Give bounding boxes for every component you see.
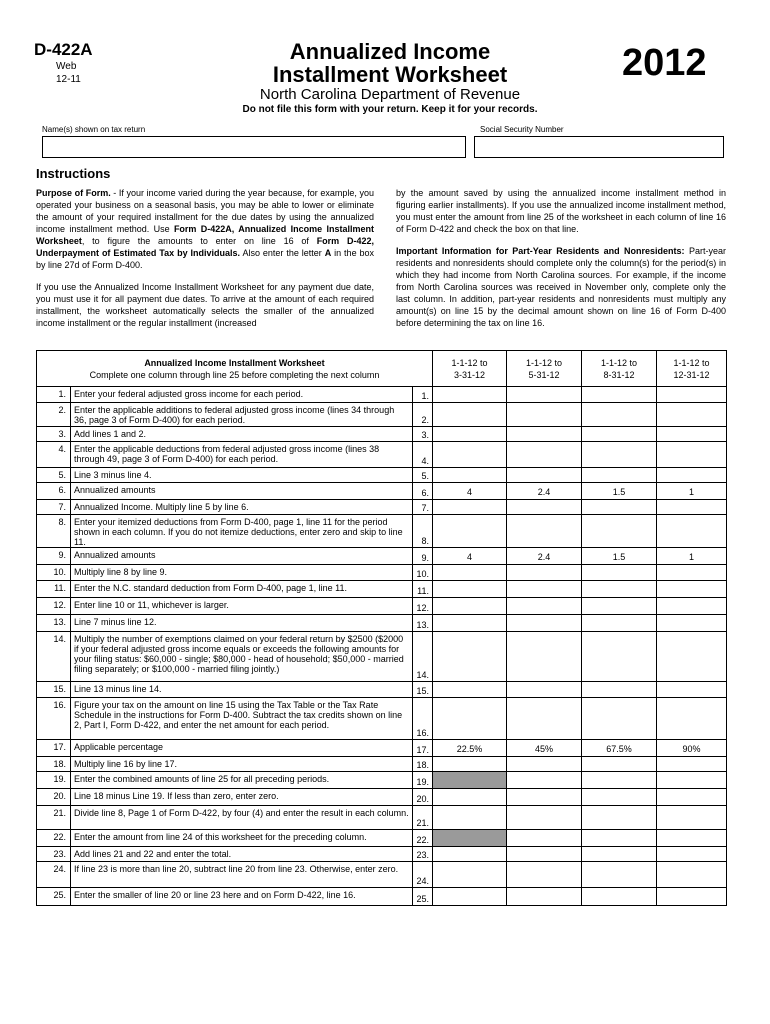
amount-cell[interactable]: 22.5% xyxy=(433,740,507,757)
worksheet-row-1 xyxy=(37,387,727,403)
amount-cell[interactable] xyxy=(433,862,507,888)
line-ref: 1. xyxy=(413,387,433,403)
amount-cell[interactable] xyxy=(433,468,507,483)
worksheet-row-18 xyxy=(37,757,727,772)
amount-cell[interactable] xyxy=(507,403,582,427)
worksheet-row-7 xyxy=(37,500,727,515)
line-ref: 13. xyxy=(413,615,433,632)
amount-cell[interactable] xyxy=(657,847,727,862)
amount-cell[interactable] xyxy=(433,387,507,403)
form-web-label: Web xyxy=(56,61,77,72)
line-number: 18. xyxy=(37,757,71,772)
line-number: 2. xyxy=(37,403,71,427)
amount-cell[interactable] xyxy=(507,847,582,862)
amount-cell[interactable] xyxy=(507,772,582,789)
amount-cell[interactable] xyxy=(433,515,507,548)
amount-cell[interactable] xyxy=(657,598,727,615)
amount-cell[interactable] xyxy=(507,682,582,698)
amount-cell[interactable] xyxy=(507,830,582,847)
amount-cell[interactable] xyxy=(582,468,657,483)
amount-cell[interactable] xyxy=(507,888,582,906)
amount-cell[interactable] xyxy=(657,888,727,906)
amount-cell[interactable] xyxy=(507,468,582,483)
amount-cell[interactable]: 4 xyxy=(433,483,507,500)
instructions-left-column xyxy=(36,187,374,339)
amount-cell[interactable] xyxy=(433,500,507,515)
line-description: Multiply line 16 by line 17. xyxy=(71,757,413,772)
amount-cell[interactable] xyxy=(433,847,507,862)
line-ref: 8. xyxy=(413,515,433,548)
worksheet-row-25 xyxy=(37,888,727,906)
line-number: 16. xyxy=(37,698,71,740)
shaded-cell xyxy=(433,772,507,789)
amount-cell[interactable] xyxy=(657,862,727,888)
worksheet-row-20 xyxy=(37,789,727,806)
amount-cell[interactable] xyxy=(582,698,657,740)
column-header-q4: 1-1-12 to 12-31-12 xyxy=(657,351,727,387)
amount-cell[interactable] xyxy=(582,862,657,888)
line-description: Line 7 minus line 12. xyxy=(71,615,413,632)
column-header-q2: 1-1-12 to 5-31-12 xyxy=(507,351,582,387)
amount-cell[interactable]: 1.5 xyxy=(582,548,657,565)
line-description: Multiply line 8 by line 9. xyxy=(71,565,413,581)
amount-cell[interactable] xyxy=(433,806,507,830)
line-description: Multiply the number of exemptions claimed on your federal return by $2500 ($2000 if your federal adjusted gross income equals or exceeds the following amounts for your filing status: $60,000 - single; $80,000 - head of household; $50,000 - married filing separately; or $100,000 - married filing jointly.) xyxy=(71,632,413,682)
worksheet-subtitle: Complete one column through line 25 before completing the next column xyxy=(89,369,380,380)
form-code: D-422A xyxy=(34,40,93,59)
names-label: Name(s) shown on tax return xyxy=(42,125,146,134)
line-ref: 6. xyxy=(413,483,433,500)
amount-cell[interactable] xyxy=(582,830,657,847)
line-ref: 12. xyxy=(413,598,433,615)
line-number: 8. xyxy=(37,515,71,548)
amount-cell[interactable] xyxy=(433,757,507,772)
line-ref: 21. xyxy=(413,806,433,830)
amount-cell[interactable] xyxy=(507,632,582,682)
line-description: Figure your tax on the amount on line 15 using the Tax Table or the Tax Rate Schedule in the instructions for Form D-400. Subtract the tax credits shown on line 2, Part I, Form D-422, and enter the net amount for each period. xyxy=(71,698,413,740)
line-description: Enter your federal adjusted gross income for each period. xyxy=(71,387,413,403)
amount-cell[interactable] xyxy=(582,427,657,442)
amount-cell[interactable]: 4 xyxy=(433,548,507,565)
line-description: Enter the amount from line 24 of this worksheet for the preceding column. xyxy=(71,830,413,847)
amount-cell[interactable] xyxy=(507,442,582,468)
line-ref: 17. xyxy=(413,740,433,757)
amount-cell[interactable] xyxy=(582,442,657,468)
worksheet-row-22 xyxy=(37,830,727,847)
amount-cell[interactable] xyxy=(582,581,657,598)
worksheet-row-4 xyxy=(37,442,727,468)
amount-cell[interactable]: 90% xyxy=(657,740,727,757)
line-number: 7. xyxy=(37,500,71,515)
line-ref: 15. xyxy=(413,682,433,698)
line-description: Annualized Income. Multiply line 5 by line 6. xyxy=(71,500,413,515)
line-number: 5. xyxy=(37,468,71,483)
line-description: Enter line 10 or 11, whichever is larger. xyxy=(71,598,413,615)
line-number: 9. xyxy=(37,548,71,565)
line-number: 17. xyxy=(37,740,71,757)
amount-cell[interactable] xyxy=(433,581,507,598)
payment-paragraph: If you use the Annualized Income Installment Worksheet for any payment due date, you must use it for all payment due dates. To arrive at the amount of each required installment, the worksheet automatically selects the smaller of the annualized income installment or the regular installment (increased xyxy=(36,282,374,328)
amount-cell[interactable] xyxy=(433,632,507,682)
amount-cell[interactable] xyxy=(507,615,582,632)
line-ref: 10. xyxy=(413,565,433,581)
worksheet-row-23 xyxy=(37,847,727,862)
line-number: 22. xyxy=(37,830,71,847)
line-description: Line 18 minus Line 19. If less than zero, enter zero. xyxy=(71,789,413,806)
ssn-label: Social Security Number xyxy=(480,125,564,134)
worksheet-row-2 xyxy=(37,403,727,427)
instructions-heading: Instructions xyxy=(36,166,111,181)
amount-cell[interactable] xyxy=(433,565,507,581)
amount-cell[interactable] xyxy=(507,598,582,615)
line-ref: 5. xyxy=(413,468,433,483)
amount-cell[interactable]: 1 xyxy=(657,483,727,500)
amount-cell[interactable] xyxy=(657,830,727,847)
amount-cell[interactable] xyxy=(657,565,727,581)
worksheet-title: Annualized Income Installment Worksheet xyxy=(144,357,325,368)
instructions-right-column xyxy=(396,187,726,339)
line-ref: 25. xyxy=(413,888,433,906)
amount-cell[interactable] xyxy=(657,468,727,483)
amount-cell[interactable]: 1.5 xyxy=(582,483,657,500)
line-ref: 9. xyxy=(413,548,433,565)
amount-cell[interactable] xyxy=(507,862,582,888)
amount-cell[interactable] xyxy=(433,789,507,806)
amount-cell[interactable]: 67.5% xyxy=(582,740,657,757)
amount-cell[interactable] xyxy=(433,598,507,615)
amount-cell[interactable] xyxy=(507,565,582,581)
amount-cell[interactable] xyxy=(507,806,582,830)
title-line-2: Installment Worksheet xyxy=(272,62,508,87)
line-description: Enter your itemized deductions from Form D-400, page 1, line 11 for the period shown in each column. If you do not itemize deductions, enter zero and skip to line 11. xyxy=(71,515,413,548)
worksheet-row-5 xyxy=(37,468,727,483)
amount-cell[interactable] xyxy=(582,615,657,632)
line-ref: 20. xyxy=(413,789,433,806)
line-ref: 22. xyxy=(413,830,433,847)
shaded-cell xyxy=(433,830,507,847)
line-number: 3. xyxy=(37,427,71,442)
amount-cell[interactable] xyxy=(582,598,657,615)
part-year-paragraph: Important Information for Part-Year Residents and Nonresidents: Part-year residents and nonresidents should complete only the column(s) for the period(s) in which they had income from North Carolina sources. For example, if the income from North Carolina sources was received in November only, complete only the last column. In addition, part-year residents and nonresidents must multiply any amount(s) on line 15 by the decimal amount shown on line 16 of Form D-400 before determining the tax on line 16. xyxy=(396,246,726,328)
line-number: 14. xyxy=(37,632,71,682)
amount-cell[interactable] xyxy=(433,615,507,632)
ssn-input[interactable] xyxy=(475,137,727,159)
line-number: 6. xyxy=(37,483,71,500)
line-number: 11. xyxy=(37,581,71,598)
worksheet-row-9 xyxy=(37,548,727,565)
line-description: Add lines 1 and 2. xyxy=(71,427,413,442)
worksheet-row-15 xyxy=(37,682,727,698)
worksheet-row-10 xyxy=(37,565,727,581)
page-title xyxy=(180,40,600,86)
amount-cell[interactable] xyxy=(657,772,727,789)
title-line-1: Annualized Income xyxy=(289,39,491,64)
filing-note: Do not file this form with your return. Keep it for your records. xyxy=(242,104,538,115)
line-description: Annualized amounts xyxy=(71,548,413,565)
line-ref: 7. xyxy=(413,500,433,515)
amount-cell[interactable] xyxy=(657,682,727,698)
line-ref: 3. xyxy=(413,427,433,442)
line-number: 24. xyxy=(37,862,71,888)
line-number: 23. xyxy=(37,847,71,862)
worksheet-header-row xyxy=(37,351,727,387)
line-ref: 11. xyxy=(413,581,433,598)
line-number: 13. xyxy=(37,615,71,632)
amount-cell[interactable] xyxy=(582,757,657,772)
amount-cell[interactable] xyxy=(433,888,507,906)
line-number: 20. xyxy=(37,789,71,806)
amount-cell[interactable] xyxy=(657,632,727,682)
amount-cell[interactable] xyxy=(657,403,727,427)
amount-cell[interactable] xyxy=(507,698,582,740)
amount-cell[interactable] xyxy=(582,888,657,906)
amount-cell[interactable] xyxy=(657,581,727,598)
amount-cell[interactable] xyxy=(657,515,727,548)
department-name: North Carolina Department of Revenue xyxy=(259,86,521,103)
amount-cell[interactable] xyxy=(507,387,582,403)
line-description: Enter the N.C. standard deduction from Form D-400, page 1, line 11. xyxy=(71,581,413,598)
amount-cell[interactable] xyxy=(657,789,727,806)
worksheet-table xyxy=(36,350,727,906)
form-revision: 12-11 xyxy=(56,74,81,85)
amount-cell[interactable] xyxy=(582,682,657,698)
amount-cell[interactable] xyxy=(507,427,582,442)
worksheet-row-19 xyxy=(37,772,727,789)
line-number: 25. xyxy=(37,888,71,906)
worksheet-row-3 xyxy=(37,427,727,442)
amount-cell[interactable] xyxy=(657,500,727,515)
line-number: 15. xyxy=(37,682,71,698)
column-header-q1: 1-1-12 to 3-31-12 xyxy=(433,351,507,387)
amount-cell[interactable]: 45% xyxy=(507,740,582,757)
line-description: Line 13 minus line 14. xyxy=(71,682,413,698)
amount-cell[interactable] xyxy=(657,442,727,468)
amount-cell[interactable] xyxy=(507,515,582,548)
continued-paragraph: by the amount saved by using the annualized income installment method in figuring earlier installments). If you use the annualized income installment method, you must enter the amount from line 25 of the worksheet in each column of line 16 of Form D-422 and check the box on that line. xyxy=(396,188,726,234)
worksheet-row-8 xyxy=(37,515,727,548)
amount-cell[interactable] xyxy=(582,387,657,403)
amount-cell[interactable] xyxy=(582,806,657,830)
amount-cell[interactable] xyxy=(582,500,657,515)
amount-cell[interactable] xyxy=(507,789,582,806)
amount-cell[interactable] xyxy=(657,698,727,740)
amount-cell[interactable] xyxy=(433,442,507,468)
line-ref: 19. xyxy=(413,772,433,789)
amount-cell[interactable]: 2.4 xyxy=(507,483,582,500)
names-input[interactable] xyxy=(43,137,469,159)
line-number: 10. xyxy=(37,565,71,581)
amount-cell[interactable] xyxy=(433,403,507,427)
tax-year: 2012 xyxy=(622,42,707,84)
worksheet-row-11 xyxy=(37,581,727,598)
line-description: Divide line 8, Page 1 of Form D-422, by four (4) and enter the result in each column. xyxy=(71,806,413,830)
line-ref: 2. xyxy=(413,403,433,427)
worksheet-row-17 xyxy=(37,740,727,757)
column-header-q3: 1-1-12 to 8-31-12 xyxy=(582,351,657,387)
line-description: Enter the applicable additions to federal adjusted gross income (lines 34 through 36, page 3 of Form D-400) for each period. xyxy=(71,403,413,427)
amount-cell[interactable]: 2.4 xyxy=(507,548,582,565)
line-number: 4. xyxy=(37,442,71,468)
amount-cell[interactable] xyxy=(433,682,507,698)
worksheet-row-13 xyxy=(37,615,727,632)
line-description: Applicable percentage xyxy=(71,740,413,757)
line-description: Line 3 minus line 4. xyxy=(71,468,413,483)
amount-cell[interactable] xyxy=(582,515,657,548)
amount-cell[interactable] xyxy=(657,806,727,830)
amount-cell[interactable] xyxy=(582,847,657,862)
amount-cell[interactable] xyxy=(582,772,657,789)
amount-cell[interactable] xyxy=(582,789,657,806)
worksheet-row-6 xyxy=(37,483,727,500)
line-ref: 16. xyxy=(413,698,433,740)
line-ref: 4. xyxy=(413,442,433,468)
amount-cell[interactable] xyxy=(582,565,657,581)
line-description: If line 23 is more than line 20, subtract line 20 from line 23. Otherwise, enter zero. xyxy=(71,862,413,888)
worksheet-row-14 xyxy=(37,632,727,682)
amount-cell[interactable] xyxy=(507,581,582,598)
amount-cell[interactable] xyxy=(582,403,657,427)
amount-cell[interactable] xyxy=(582,632,657,682)
amount-cell[interactable] xyxy=(507,500,582,515)
line-number: 12. xyxy=(37,598,71,615)
amount-cell[interactable] xyxy=(657,427,727,442)
line-description: Add lines 21 and 22 and enter the total. xyxy=(71,847,413,862)
worksheet-row-12 xyxy=(37,598,727,615)
line-description: Enter the applicable deductions from federal adjusted gross income (lines 38 through 49, page 3 of Form D-400) for each period. xyxy=(71,442,413,468)
worksheet-row-24 xyxy=(37,862,727,888)
worksheet-row-16 xyxy=(37,698,727,740)
line-number: 21. xyxy=(37,806,71,830)
line-ref: 24. xyxy=(413,862,433,888)
amount-cell[interactable] xyxy=(433,698,507,740)
amount-cell[interactable] xyxy=(657,615,727,632)
amount-cell[interactable] xyxy=(657,387,727,403)
amount-cell[interactable] xyxy=(507,757,582,772)
line-ref: 14. xyxy=(413,632,433,682)
line-description: Annualized amounts xyxy=(71,483,413,500)
worksheet-row-21 xyxy=(37,806,727,830)
line-number: 1. xyxy=(37,387,71,403)
amount-cell[interactable] xyxy=(657,757,727,772)
purpose-paragraph: Purpose of Form. - If your income varied during the year because, for example, you operated your business on a seasonal basis, you may be able to lower or eliminate the amount of your required installment for the due dates by using the annualized income installment method. Use Form D-422A, Annualized Income Installment Worksheet, to figure the amounts to enter on line 16 of Form D-422, Underpayment of Estimated Tax by Individuals. Also enter the letter A in the box by line 27d of Form D-400. xyxy=(36,188,375,270)
line-ref: 23. xyxy=(413,847,433,862)
amount-cell[interactable]: 1 xyxy=(657,548,727,565)
names-field[interactable] xyxy=(42,136,466,158)
line-description: Enter the combined amounts of line 25 for all preceding periods. xyxy=(71,772,413,789)
line-ref: 18. xyxy=(413,757,433,772)
amount-cell[interactable] xyxy=(433,427,507,442)
ssn-field[interactable] xyxy=(474,136,724,158)
worksheet-title-cell xyxy=(37,351,433,387)
line-number: 19. xyxy=(37,772,71,789)
line-description: Enter the smaller of line 20 or line 23 here and on Form D-422, line 16. xyxy=(71,888,413,906)
